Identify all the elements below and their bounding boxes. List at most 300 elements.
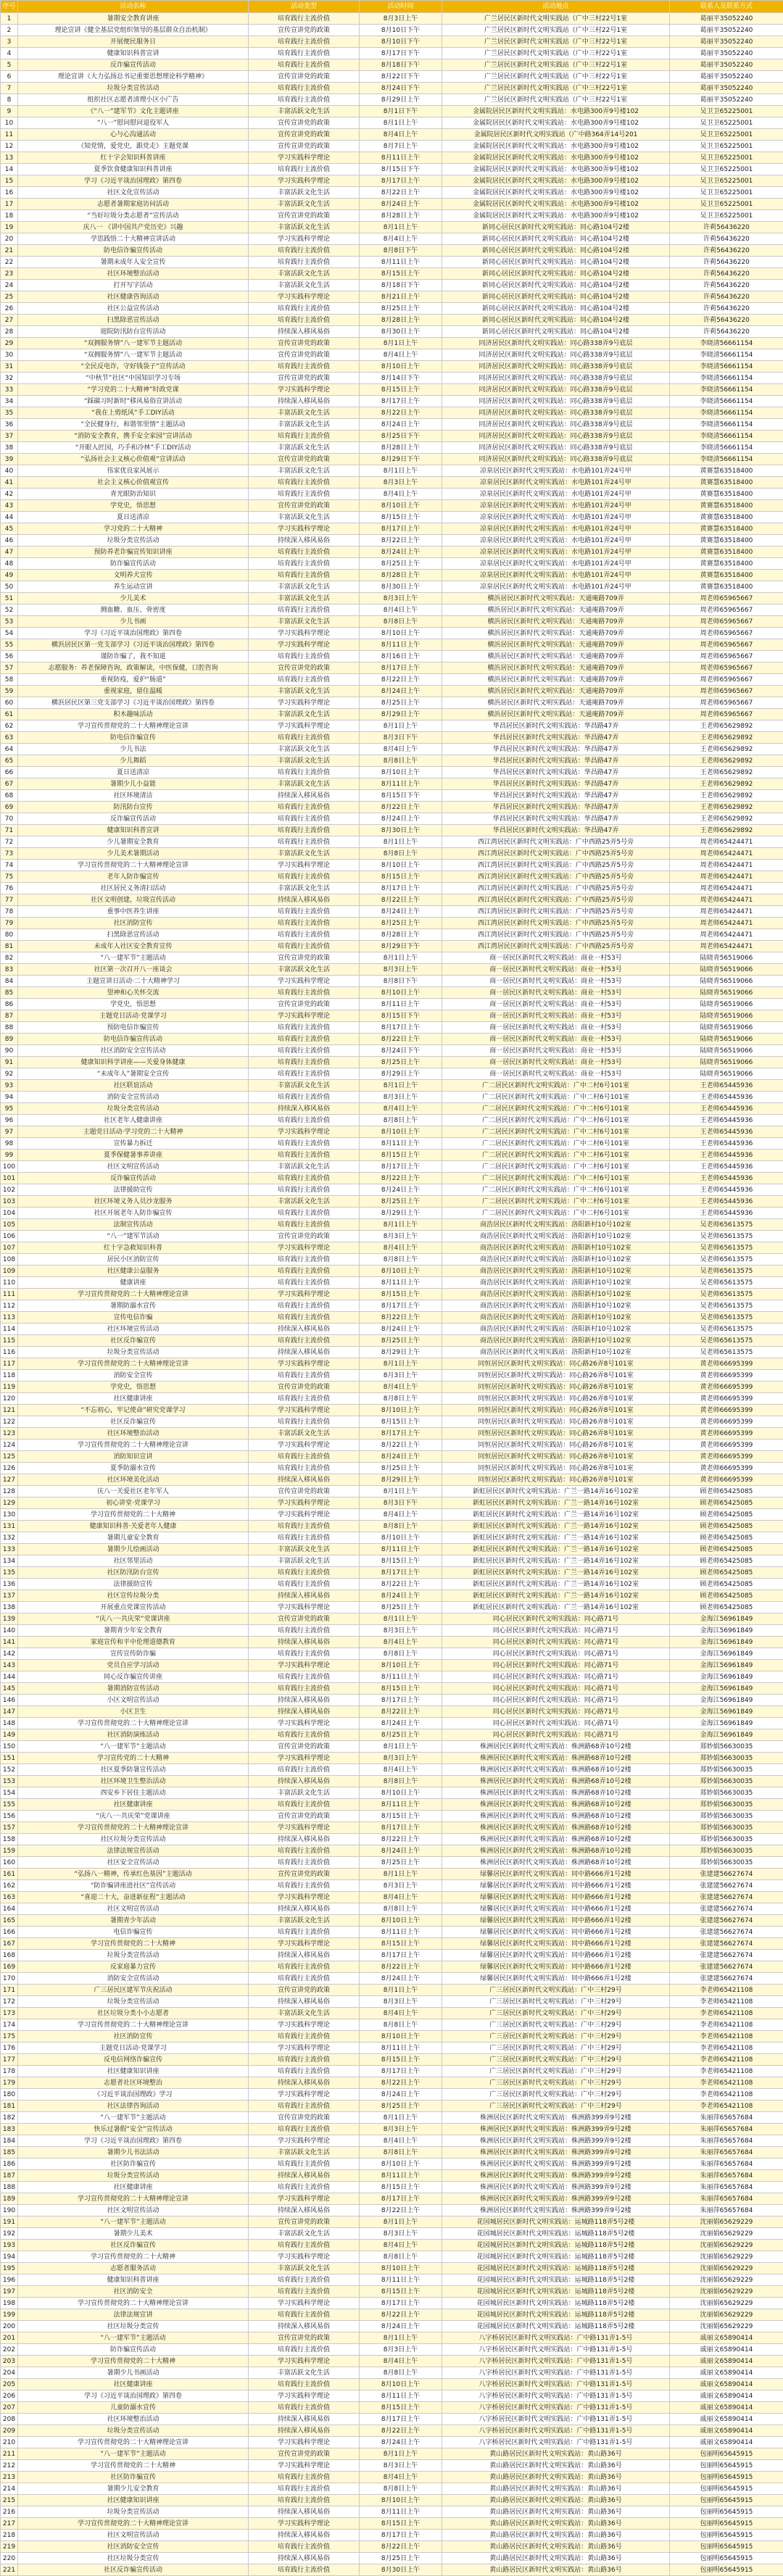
cell-activity-time: 8月8日上午 xyxy=(360,2147,442,2159)
cell-activity-name: “弘扬八一精神，传承红色基因”主题活动 xyxy=(18,1869,249,1880)
cell-activity-type: 丰富活跃文化生活 xyxy=(249,222,360,233)
cell-index: 77 xyxy=(1,894,18,906)
cell-activity-time: 8月28日上午 xyxy=(360,315,442,326)
cell-activity-type: 学习实践科学理论 xyxy=(249,384,360,396)
cell-activity-time: 8月17日上午 xyxy=(360,1428,442,1439)
table-row xyxy=(1,268,783,280)
cell-activity-time: 8月15日下午 xyxy=(360,790,442,802)
cell-activity-type: 持续深入移风易俗 xyxy=(249,1474,360,1486)
cell-activity-type: 学习实践科学理论 xyxy=(249,1822,360,1834)
cell-activity-location: 绿馨居民区新时代文明实践站：同中路666弄1号2楼 xyxy=(442,1892,670,1903)
cell-contact: 朱丽萍65657684 xyxy=(670,2147,783,2159)
cell-index: 118 xyxy=(1,1370,18,1382)
cell-activity-time: 8月17日上午 xyxy=(360,2414,442,2425)
cell-activity-name: 健康知识科学讲座——关爱身体健康 xyxy=(18,1057,249,1068)
cell-activity-time: 8月8日上午 xyxy=(360,1393,442,1405)
cell-index: 24 xyxy=(1,280,18,291)
cell-activity-type: 培育践行主流价值 xyxy=(249,1463,360,1474)
cell-activity-time: 8月24日上午 xyxy=(360,1451,442,1463)
cell-activity-name: 垃圾分类宣传活动 xyxy=(18,1347,249,1358)
cell-activity-time: 8月29日下午 xyxy=(360,454,442,465)
cell-activity-name: 党员自应学习活动 xyxy=(18,1660,249,1671)
table-row xyxy=(1,802,783,813)
cell-activity-name: 暑期消防宣传活动 xyxy=(18,1683,249,1695)
cell-contact: 顾老师65425085 xyxy=(670,1509,783,1521)
cell-activity-type: 学习实践科学理论 xyxy=(249,1126,360,1138)
table-row xyxy=(1,396,783,407)
cell-contact: 吴卫卫65225001 xyxy=(670,199,783,210)
table-row xyxy=(1,2182,783,2193)
cell-activity-type: 丰富活跃文化生活 xyxy=(249,280,360,291)
table-row xyxy=(1,2367,783,2379)
cell-activity-location: 华昌居民区新时代文明实践站：华昌路47弄 xyxy=(442,732,670,744)
cell-activity-location: 商一居民区新时代文明实践站：商业一村53号 xyxy=(442,1034,670,1045)
cell-activity-type: 丰富活跃文化生活 xyxy=(249,1555,360,1567)
table-row xyxy=(1,2495,783,2506)
cell-index: 19 xyxy=(1,222,18,233)
table-row xyxy=(1,744,783,755)
cell-activity-name: 社区环境清洁 xyxy=(18,790,249,802)
cell-activity-time: 8月15日上午 xyxy=(360,268,442,280)
cell-activity-time: 8月1日上午 xyxy=(360,1358,442,1370)
cell-activity-time: 8月24日下午 xyxy=(360,1045,442,1057)
cell-activity-location: 花园城居民区新时代文明实践站：运城路118弄5号2楼 xyxy=(442,2298,670,2309)
cell-index: 84 xyxy=(1,976,18,987)
table-row xyxy=(1,1045,783,1057)
cell-activity-type: 培育践行主流价值 xyxy=(249,987,360,999)
cell-activity-time: 8月3日下午 xyxy=(360,732,442,744)
table-row xyxy=(1,1080,783,1092)
cell-contact: 张建建56627674 xyxy=(670,1927,783,1938)
cell-activity-name: 志愿者暑期家庭访问活动 xyxy=(18,199,249,210)
cell-activity-name: 健康知识科普讲座 xyxy=(18,2274,249,2286)
cell-index: 218 xyxy=(1,2530,18,2541)
table-row xyxy=(1,1532,783,1544)
cell-activity-time: 8月17日下午 xyxy=(360,48,442,59)
cell-activity-type: 培育践行主流价值 xyxy=(249,1764,360,1776)
cell-contact: 周老师65965667 xyxy=(670,686,783,697)
table-row xyxy=(1,2205,783,2216)
cell-activity-type: 持续深入移风易俗 xyxy=(249,1637,360,1648)
cell-contact: 李晓清56661154 xyxy=(670,407,783,419)
cell-contact: 戚丽文65890414 xyxy=(670,2367,783,2379)
cell-contact: 陆晓青56519066 xyxy=(670,1045,783,1057)
table-row xyxy=(1,326,783,338)
cell-activity-type: 培育践行主流价值 xyxy=(249,1880,360,1892)
cell-index: 94 xyxy=(1,1092,18,1103)
cell-activity-name: “不忘初心，牢记使命”研究党课学习 xyxy=(18,1405,249,1416)
cell-activity-name: 少儿书法 xyxy=(18,744,249,755)
cell-activity-name: 社区文明宣传活动 xyxy=(18,2530,249,2541)
table-row xyxy=(1,906,783,918)
table-row xyxy=(1,2147,783,2159)
table-row xyxy=(1,2414,783,2425)
table-row xyxy=(1,2216,783,2228)
cell-contact: 黄赛慧63518400 xyxy=(670,558,783,570)
table-row xyxy=(1,1811,783,1822)
cell-activity-type: 持续深入移风易俗 xyxy=(249,2530,360,2541)
cell-activity-time: 8月10日上午 xyxy=(360,1660,442,1671)
cell-activity-location: 新虹居民区新时代文明实践站：广兰一路14弄16号102室 xyxy=(442,1532,670,1544)
cell-activity-time: 8月15日上午 xyxy=(360,2286,442,2298)
cell-activity-time: 8月15日上午 xyxy=(360,2518,442,2530)
cell-activity-name: “庆八一·共庆荣”党课讲座 xyxy=(18,1613,249,1625)
cell-activity-location: 新同心居民区新时代文明实践站：同心路104号2楼 xyxy=(442,326,670,338)
cell-index: 178 xyxy=(1,2066,18,2077)
cell-activity-type: 培育践行主流价值 xyxy=(249,918,360,929)
cell-index: 185 xyxy=(1,2147,18,2159)
cell-contact: 许莉56436220 xyxy=(670,291,783,303)
cell-index: 219 xyxy=(1,2541,18,2553)
cell-index: 191 xyxy=(1,2216,18,2228)
cell-activity-name: “踩碳习时新时”移风易俗宣讲活动 xyxy=(18,396,249,407)
cell-activity-type: 培育践行主流价值 xyxy=(249,1857,360,1869)
cell-activity-type: 培育践行主流价值 xyxy=(249,2031,360,2043)
cell-activity-type: 培育践行主流价值 xyxy=(249,1683,360,1695)
cell-activity-name: 暑期少儿书画活动 xyxy=(18,2367,249,2379)
cell-contact: 王老师65629892 xyxy=(670,825,783,836)
cell-contact: 李老师65421108 xyxy=(670,2089,783,2101)
cell-activity-location: 株洲居民区新时代文明实践站：株洲路399弄9号2楼 xyxy=(442,2135,670,2147)
cell-activity-location: 西江湾居民区新时代文明实践站：广中西路25弄5号旁 xyxy=(442,894,670,906)
cell-activity-type: 培育践行主流价值 xyxy=(249,558,360,570)
table-row xyxy=(1,1938,783,1950)
table-row xyxy=(1,2193,783,2205)
cell-activity-name: “八一”慰问慰问退役军人 xyxy=(18,117,249,129)
cell-activity-type: 丰富活跃文化生活 xyxy=(249,686,360,697)
cell-index: 160 xyxy=(1,1857,18,1869)
cell-activity-location: 凉泉居民区新时代文明实践站：水电路101弄24号甲 xyxy=(442,512,670,523)
cell-activity-name: “八一”建军节活动 xyxy=(18,1231,249,1242)
cell-activity-type: 宣传宣讲党的政策 xyxy=(249,1869,360,1880)
cell-activity-type: 培育践行主流价值 xyxy=(249,1092,360,1103)
cell-activity-time: 8月11日上午 xyxy=(360,152,442,164)
cell-contact: 金海江56961849 xyxy=(670,1660,783,1671)
table-row xyxy=(1,1857,783,1869)
cell-activity-type: 学习实践科学理论 xyxy=(249,2019,360,2031)
table-row xyxy=(1,964,783,976)
cell-activity-location: 广二居民区新时代文明实践站：广中二村6号101室 xyxy=(442,1161,670,1173)
cell-contact: 许莉56436220 xyxy=(670,257,783,268)
cell-contact: 王老师65629892 xyxy=(670,813,783,825)
cell-activity-location: 同济居民区新时代文明实践站：同心路338弄9号底层 xyxy=(442,349,670,361)
cell-activity-location: 新虹居民区新时代文明实践站：广兰一路14弄16号102室 xyxy=(442,1555,670,1567)
cell-activity-time: 8月10日上午 xyxy=(360,2379,442,2390)
cell-index: 197 xyxy=(1,2286,18,2298)
cell-activity-type: 培育践行主流价值 xyxy=(249,1416,360,1428)
cell-activity-name: “八一建军节”主题活动 xyxy=(18,2448,249,2460)
cell-index: 91 xyxy=(1,1057,18,1068)
cell-contact: 郑妙娟56630035 xyxy=(670,1753,783,1764)
cell-contact: 包丽明65645915 xyxy=(670,2553,783,2564)
cell-contact: 沈丽娟65629229 xyxy=(670,2251,783,2263)
cell-activity-type: 学习实践科学理论 xyxy=(249,1602,360,1613)
cell-index: 156 xyxy=(1,1811,18,1822)
cell-contact: 吴卫卫65225001 xyxy=(670,175,783,187)
cell-activity-name: 广三居民区建军节庆祝活动 xyxy=(18,1985,249,1996)
cell-index: 76 xyxy=(1,883,18,894)
cell-activity-type: 宣传宣讲党的政策 xyxy=(249,2448,360,2460)
cell-activity-type: 丰富活跃文化生活 xyxy=(249,581,360,593)
cell-activity-name: 消防安全宣传 xyxy=(18,1370,249,1382)
cell-index: 145 xyxy=(1,1683,18,1695)
table-row xyxy=(1,1126,783,1138)
cell-contact: 沈丽娟65629229 xyxy=(670,2228,783,2240)
cell-activity-name: 社区反诈骗宣传 xyxy=(18,1416,249,1428)
cell-activity-time: 8月3日上午 xyxy=(360,964,442,976)
cell-contact: 吴卫卫65225001 xyxy=(670,141,783,152)
cell-contact: 陆晓青56519066 xyxy=(670,964,783,976)
cell-contact: 周老师65965667 xyxy=(670,604,783,616)
cell-activity-location: 凉泉居民区新时代文明实践站：水电路101弄24号甲 xyxy=(442,523,670,535)
cell-index: 90 xyxy=(1,1045,18,1057)
cell-activity-name: “全民健身行，和谐邻里情”主题活动 xyxy=(18,419,249,431)
table-row xyxy=(1,233,783,245)
cell-activity-type: 培育践行主流价值 xyxy=(249,1370,360,1382)
table-row xyxy=(1,2564,783,2576)
cell-activity-name: 社区文化宣传活动 xyxy=(18,187,249,199)
cell-activity-name: 法制宣传活动 xyxy=(18,1219,249,1231)
cell-index: 40 xyxy=(1,465,18,477)
cell-activity-name: 防电信诈骗宣传活动 xyxy=(18,245,249,257)
cell-contact: 包丽明65645915 xyxy=(670,2483,783,2495)
cell-activity-name: 防诈骗宣传活动 xyxy=(18,558,249,570)
cell-activity-type: 培育践行主流价值 xyxy=(249,929,360,941)
cell-contact: 葛丽平35052240 xyxy=(670,13,783,25)
cell-activity-name: 《知党情，爱党史，跟党走》主题党课 xyxy=(18,141,249,152)
table-row xyxy=(1,1834,783,1845)
cell-activity-name: 消防安全宣传活动 xyxy=(18,1973,249,1985)
table-row xyxy=(1,1695,783,1706)
cell-activity-time: 8月17日上午 xyxy=(360,662,442,674)
table-row xyxy=(1,245,783,257)
cell-activity-type: 培育践行主流价值 xyxy=(249,1057,360,1068)
cell-activity-name: 社区文明宣传活动 xyxy=(18,2205,249,2216)
cell-activity-name: 社区健康公益服务 xyxy=(18,1266,249,1277)
cell-contact: 王老师65445936 xyxy=(670,1161,783,1173)
cell-index: 53 xyxy=(1,616,18,628)
cell-activity-time: 8月24日上午 xyxy=(360,199,442,210)
cell-activity-location: 株洲居民区新时代文明实践站：株洲路68弄10号2楼 xyxy=(442,1741,670,1753)
cell-activity-location: 株洲居民区新时代文明实践站：株洲路68弄10号2楼 xyxy=(442,1845,670,1857)
cell-contact: 金海江56961849 xyxy=(670,1671,783,1683)
cell-activity-type: 培育践行主流价值 xyxy=(249,1521,360,1532)
cell-activity-location: 花园城居民区新时代文明实践站：运城路118弄5号2楼 xyxy=(442,2228,670,2240)
cell-activity-time: 8月25日上午 xyxy=(360,1057,442,1068)
table-row xyxy=(1,2077,783,2089)
cell-activity-time: 8月22日上午 xyxy=(360,187,442,199)
cell-activity-location: 商浩居民区新时代文明实践站：洛阳新村10号102室 xyxy=(442,1231,670,1242)
cell-activity-location: 绿馨居民区新时代文明实践站：同中路666弄1号2楼 xyxy=(442,1869,670,1880)
table-row xyxy=(1,1393,783,1405)
table-row xyxy=(1,1753,783,1764)
cell-contact: 王老师65445936 xyxy=(670,1103,783,1115)
table-row xyxy=(1,1289,783,1300)
cell-index: 184 xyxy=(1,2135,18,2147)
cell-activity-type: 宣传宣讲党的政策 xyxy=(249,117,360,129)
cell-activity-location: 商一居民区新时代文明实践站：商业一村53号 xyxy=(442,952,670,964)
cell-activity-name: 垃圾分类宣传活动 xyxy=(18,1103,249,1115)
cell-activity-type: 培育践行主流价值 xyxy=(249,1567,360,1579)
cell-activity-type: 培育践行主流价值 xyxy=(249,1173,360,1184)
cell-activity-name: 夏日送清凉 xyxy=(18,767,249,778)
cell-activity-time: 8月17日上午 xyxy=(360,1695,442,1706)
cell-activity-time: 8月3日上午 xyxy=(360,593,442,604)
table-row xyxy=(1,1416,783,1428)
cell-activity-time: 8月1日上午 xyxy=(360,952,442,964)
table-row xyxy=(1,616,783,628)
cell-index: 154 xyxy=(1,1787,18,1799)
cell-activity-type: 培育践行主流价值 xyxy=(249,1219,360,1231)
cell-activity-location: 株洲居民区新时代文明实践站：株洲路399弄9号2楼 xyxy=(442,2193,670,2205)
cell-activity-type: 培育践行主流价值 xyxy=(249,2379,360,2390)
cell-activity-name: 学习宣传贯彻党的二十大精神理论宣讲 xyxy=(18,720,249,732)
cell-activity-location: 西江湾居民区新时代文明实践站：广中西路25弄5号旁 xyxy=(442,860,670,871)
cell-activity-type: 丰富活跃文化生活 xyxy=(249,2263,360,2274)
cell-activity-type: 学习实践科学理论 xyxy=(249,628,360,639)
cell-activity-name: 垃圾分类宣传活动 xyxy=(18,1950,249,1961)
cell-activity-location: 横浜居民区新时代文明实践站：天通庵路709弄 xyxy=(442,604,670,616)
cell-activity-name: “八一建军节”主题活动 xyxy=(18,952,249,964)
cell-activity-type: 学习实践科学理论 xyxy=(249,976,360,987)
table-row xyxy=(1,1428,783,1439)
cell-activity-name: 老年人防诈骗宣传 xyxy=(18,871,249,883)
cell-activity-type: 学习实践科学理论 xyxy=(249,2390,360,2402)
cell-activity-name: 同心反诈骗宣传讲座 xyxy=(18,1671,249,1683)
cell-contact: 沈丽娟65629229 xyxy=(670,2286,783,2298)
cell-activity-type: 学习实践科学理论 xyxy=(249,523,360,535)
cell-activity-time: 8月25日上午 xyxy=(360,918,442,929)
cell-activity-name: 社区文明创建，垃圾宣传活动 xyxy=(18,894,249,906)
table-row xyxy=(1,291,783,303)
cell-activity-name: 预防电信诈骗宣传 xyxy=(18,1022,249,1034)
cell-activity-type: 培育践行主流价值 xyxy=(249,1254,360,1266)
cell-index: 207 xyxy=(1,2402,18,2414)
table-row xyxy=(1,187,783,199)
cell-index: 175 xyxy=(1,2031,18,2043)
cell-activity-name: 社区反诈骗宣传 xyxy=(18,1335,249,1347)
cell-activity-name: “八一建军节”主题活动 xyxy=(18,2216,249,2228)
cell-contact: 黄老师66695399 xyxy=(670,1451,783,1463)
cell-activity-name: 健康知识科普宣讲 xyxy=(18,825,249,836)
table-row xyxy=(1,2332,783,2344)
cell-activity-time: 8月11日上午 xyxy=(360,1544,442,1555)
cell-activity-name: 社区老年人健康讲座 xyxy=(18,1115,249,1126)
cell-activity-name: 庆八一关爱社区老年军人 xyxy=(18,1486,249,1497)
cell-activity-time: 8月29日上午 xyxy=(360,1208,442,1219)
cell-activity-time: 8月18日下午 xyxy=(360,59,442,71)
cell-contact: 顾老师65425085 xyxy=(670,1521,783,1532)
cell-index: 176 xyxy=(1,2043,18,2054)
cell-activity-time: 8月11日上午 xyxy=(360,1671,442,1683)
cell-contact: 陆晓青56519066 xyxy=(670,1010,783,1022)
cell-activity-time: 8月8日上午 xyxy=(360,1776,442,1787)
cell-index: 58 xyxy=(1,674,18,686)
cell-index: 132 xyxy=(1,1532,18,1544)
cell-activity-location: 黄山路居民区新时代文明实践站：黄山路36号 xyxy=(442,2518,670,2530)
cell-index: 139 xyxy=(1,1613,18,1625)
cell-index: 92 xyxy=(1,1068,18,1080)
cell-contact: 许莉56436220 xyxy=(670,280,783,291)
cell-activity-time: 8月4日上午 xyxy=(360,1242,442,1254)
cell-contact: 王老师65445936 xyxy=(670,1196,783,1208)
cell-contact: 周老师65965667 xyxy=(670,651,783,662)
cell-activity-time: 8月22日上午 xyxy=(360,535,442,547)
cell-activity-location: 金属院居民区新时代文明实践站：水电路300弄9号楼102 xyxy=(442,175,670,187)
cell-activity-name: “中秋节”社区“中国知识学习专场 xyxy=(18,373,249,384)
table-row xyxy=(1,952,783,964)
cell-activity-time: 8月15日上午 xyxy=(360,2182,442,2193)
cell-activity-time: 8月1日下午 xyxy=(360,106,442,117)
cell-activity-location: 凉泉居民区新时代文明实践站：水电路101弄24号甲 xyxy=(442,535,670,547)
cell-activity-type: 培育践行主流价值 xyxy=(249,1208,360,1219)
cell-contact: 李晓清56661154 xyxy=(670,384,783,396)
table-row xyxy=(1,1637,783,1648)
cell-activity-type: 学习实践科学理论 xyxy=(249,2460,360,2472)
cell-activity-name: 理论宣讲《大力弘扬总书记重要思想理论科学精神》 xyxy=(18,71,249,83)
cell-activity-name: 学党史，悟思想 xyxy=(18,500,249,512)
cell-contact: 许莉56436220 xyxy=(670,222,783,233)
cell-index: 73 xyxy=(1,848,18,860)
cell-activity-time: 8月24日上午 xyxy=(360,1324,442,1335)
cell-activity-location: 凉泉居民区新时代文明实践站：水电路101弄24号甲 xyxy=(442,489,670,500)
cell-contact: 黄赛慧63518400 xyxy=(670,465,783,477)
cell-activity-time: 8月29日上午 xyxy=(360,94,442,106)
cell-index: 16 xyxy=(1,187,18,199)
cell-activity-type: 丰富活跃文化生活 xyxy=(249,2008,360,2019)
cell-activity-type: 丰富活跃文化生活 xyxy=(249,1161,360,1173)
cell-index: 144 xyxy=(1,1671,18,1683)
cell-activity-name: 学习宣传贯彻党的二十大精神理论宣讲 xyxy=(18,2518,249,2530)
cell-activity-name: 庭院防汛防台宣传活动 xyxy=(18,326,249,338)
cell-activity-name: 主题宣讲日活动·二十大精神学习 xyxy=(18,976,249,987)
cell-contact: 王老师65445936 xyxy=(670,1126,783,1138)
cell-activity-time: 8月1日上午 xyxy=(360,1613,442,1625)
cell-index: 63 xyxy=(1,732,18,744)
cell-contact: 朱丽萍65657684 xyxy=(670,2159,783,2170)
cell-activity-name: 暑期少儿美术 xyxy=(18,2228,249,2240)
cell-activity-name: 暑期未成年人安全宣传 xyxy=(18,257,249,268)
cell-contact: 戚丽文65890414 xyxy=(670,2425,783,2437)
cell-activity-name: 宣传暴力拆迁 xyxy=(18,1138,249,1150)
table-row xyxy=(1,1150,783,1161)
cell-activity-time: 8月25日上午 xyxy=(360,2101,442,2112)
cell-contact: 黄老师66695399 xyxy=(670,1358,783,1370)
cell-activity-name: 红十字急救知识科普 xyxy=(18,1242,249,1254)
cell-activity-location: 同济居民区新时代文明实践站：同心路338弄9号底层 xyxy=(442,419,670,431)
table-row xyxy=(1,2135,783,2147)
cell-activity-type: 学习实践科学理论 xyxy=(249,2437,360,2448)
header-cell-contact: 联系人及联系方式 xyxy=(670,1,783,13)
cell-activity-time: 8月1日上午 xyxy=(360,2448,442,2460)
cell-activity-time: 8月4日上午 xyxy=(360,349,442,361)
table-row xyxy=(1,13,783,25)
cell-activity-type: 丰富活跃文化生活 xyxy=(249,442,360,454)
cell-index: 181 xyxy=(1,2101,18,2112)
cell-index: 109 xyxy=(1,1266,18,1277)
cell-contact: 张建建56627674 xyxy=(670,1869,783,1880)
cell-activity-name: 学习宣传贯彻党的二十大精神 xyxy=(18,2460,249,2472)
cell-activity-type: 宣传宣讲党的政策 xyxy=(249,373,360,384)
cell-index: 110 xyxy=(1,1277,18,1289)
table-row xyxy=(1,790,783,802)
cell-contact: 李老师65421108 xyxy=(670,2019,783,2031)
cell-activity-location: 八字桥居民区新时代文明实践站：广中路131弄1-5号 xyxy=(442,2390,670,2402)
cell-index: 9 xyxy=(1,106,18,117)
cell-activity-time: 8月8日上午 xyxy=(360,1115,442,1126)
cell-activity-name: 垃圾分类宣传活动 xyxy=(18,2506,249,2518)
cell-activity-time: 8月15日下午 xyxy=(360,1010,442,1022)
